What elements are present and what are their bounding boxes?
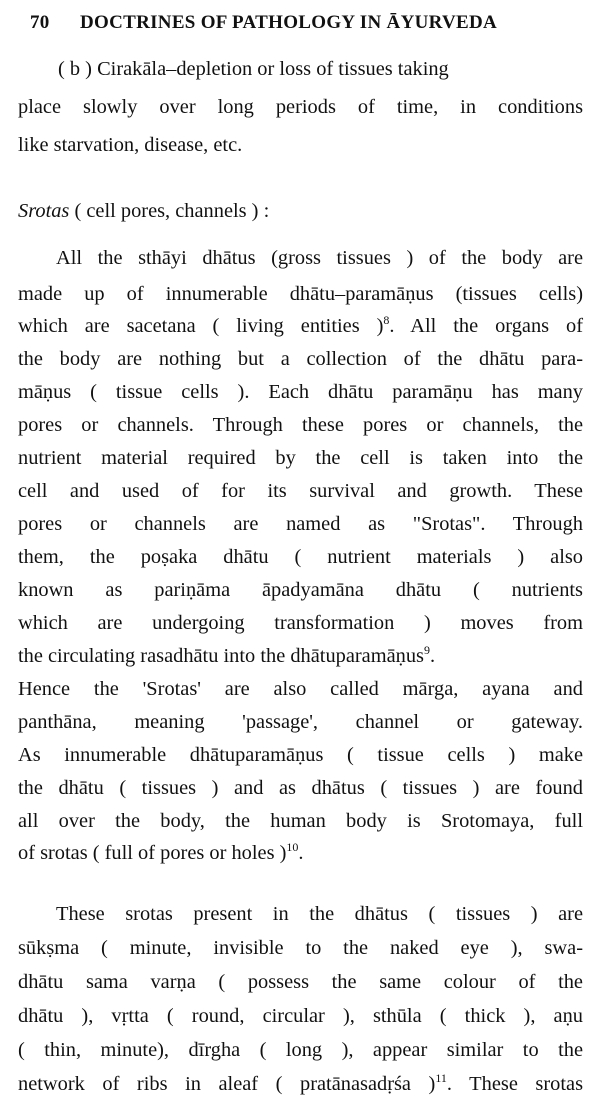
para-b-line: place slowly over long periods of time, in conditions — [18, 95, 583, 118]
para1-text: of srotas ( full of pores or holes ) — [18, 842, 287, 865]
para2-line: dhātu sama varṇa ( possess the same colour of the — [18, 971, 583, 994]
para1-line: them, the poṣaka dhātu ( nutrient materials ) also — [18, 546, 583, 569]
para-b-line: like starvation, disease, etc. — [18, 133, 243, 156]
para1-line: the body are nothing but a collection of the dhātu para- — [18, 348, 583, 371]
para1-line: Hence the 'Srotas' are also called mārga, ayana and — [18, 677, 583, 700]
para1-line: pores or channels. Through these pores or channels, the — [18, 414, 583, 437]
page-header — [30, 12, 570, 42]
para1-line: māṇus ( tissue cells ). Each dhātu paramāṇu has many — [18, 381, 583, 404]
para2-line: These srotas present in the dhātus ( tissues ) are — [56, 903, 583, 926]
para1-line — [18, 642, 583, 670]
para1-line — [18, 312, 583, 340]
para2-line — [18, 1070, 583, 1098]
para2-line: dhātu ), vṛtta ( round, circular ), sthūla ( thick ), aṇu — [18, 1005, 583, 1028]
footnote-ref: 8 — [383, 313, 390, 328]
para1-line: which are undergoing transformation ) moves from — [18, 611, 583, 634]
para1-text: . — [298, 842, 304, 865]
para1-line: all over the body, the human body is Srotomaya, full — [18, 809, 583, 832]
para1-line: cell and used of for its survival and growth. These — [18, 480, 583, 503]
footnote-ref: 9 — [423, 643, 430, 658]
para1-text: . All the organs of — [389, 315, 583, 338]
para1-line — [18, 839, 583, 867]
para1-line: known as pariṇāma āpadyamāna dhātu ( nutrients — [18, 578, 583, 601]
para1-line: nutrient material required by the cell is taken into the — [18, 447, 583, 470]
para1-line: As innumerable dhātuparamāṇus ( tissue cells ) make — [18, 743, 583, 766]
para2-text: . These srotas — [446, 1073, 584, 1095]
para2-line: sūkṣma ( minute, invisible to the naked eye ), swa- — [18, 937, 583, 960]
para1-line: the dhātu ( tissues ) and as dhātus ( tissues ) are found — [18, 776, 583, 799]
para1-line: pores or channels are named as "Srotas". Through — [18, 513, 583, 536]
running-title: DOCTRINES OF PATHOLOGY IN ĀYURVEDA — [80, 12, 498, 33]
section-heading-term: Srotas — [18, 199, 70, 222]
section-heading — [18, 197, 583, 225]
para1-line: panthāna, meaning 'passage', channel or gateway. — [18, 710, 583, 733]
para1-text: which are sacetana ( living entities ) — [18, 315, 384, 338]
para-b-line: ( b ) Cirakāla–depletion or loss of tissues taking — [58, 58, 449, 80]
para1-line: made up of innumerable dhātu–paramāṇus (tissues cells) — [18, 282, 583, 305]
para1-line: All the sthāyi dhātus (gross tissues ) of the body are — [56, 246, 583, 269]
section-heading-gloss: ( cell pores, channels ) : — [69, 199, 270, 222]
para2-text: network of ribs in aleaf ( pratānasadṛśa ) — [18, 1073, 436, 1095]
page-number: 70 — [30, 12, 50, 33]
para1-text: . — [429, 644, 436, 667]
para2-line: ( thin, minute), dīrgha ( long ), appear similar to the — [18, 1039, 583, 1062]
para1-text: the circulating rasadhātu into the dhātuparamāṇus — [18, 644, 424, 667]
footnote-ref: 10 — [286, 840, 299, 855]
footnote-ref: 11 — [435, 1071, 447, 1086]
